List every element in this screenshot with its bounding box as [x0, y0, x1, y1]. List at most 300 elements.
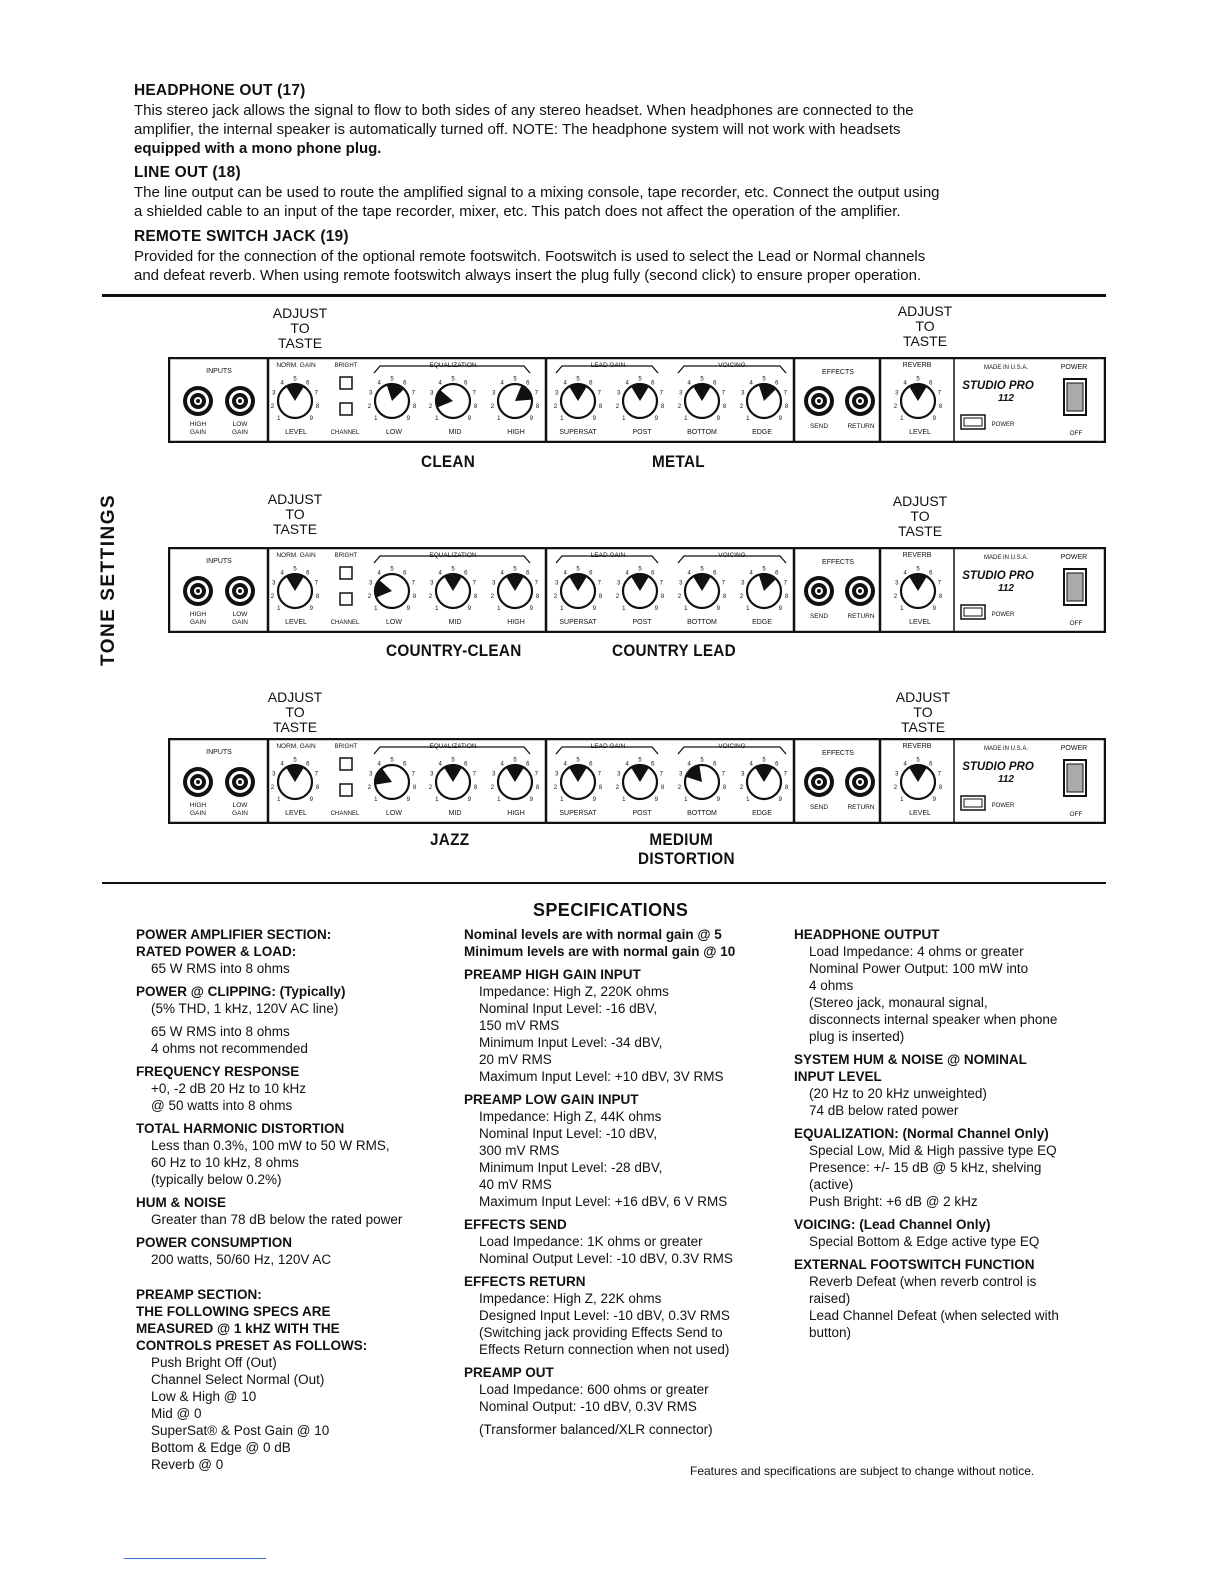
spec-line: Maximum Input Level: +10 dBV, 3V RMS [479, 1069, 724, 1084]
spec-line: (5% THD, 1 kHz, 120V AC line) [151, 1001, 339, 1016]
adjust-line: TO [915, 318, 935, 334]
knob-scale-digit: 8 [660, 403, 665, 410]
knob-scale-digit: 4 [438, 761, 442, 768]
knob-scale-digit: 3 [617, 580, 621, 587]
equalization-label: EQUALIZATION [429, 362, 477, 369]
knob-scale-digit: 8 [598, 403, 603, 410]
knob-scale-digit: 2 [739, 593, 744, 600]
spec-line: 150 mV RMS [479, 1018, 560, 1033]
adjust-line: TO [285, 704, 305, 720]
lead-gain-label: LEAD GAIN [590, 362, 626, 369]
knob-scale-digit: 9 [778, 605, 782, 612]
knob-scale-digit: 5 [576, 757, 580, 764]
equalization-label: EQUALIZATION [429, 552, 477, 559]
reverb-label: REVERB [902, 362, 932, 369]
spec-line: (typically below 0.2%) [151, 1172, 282, 1187]
amp-control-panel [168, 547, 1106, 633]
spec-line: Greater than 78 dB below the rated power [151, 1212, 403, 1227]
preset-label-right: METAL [652, 452, 705, 471]
knob-scale-digit: 7 [659, 390, 663, 397]
knob-scale-digit: 2 [677, 784, 682, 791]
spec-line: raised) [809, 1291, 851, 1306]
knob-scale-digit: 5 [513, 757, 517, 764]
knob-scale-digit: 4 [749, 761, 753, 768]
knob-scale-digit: 3 [430, 580, 434, 587]
knob-scale-digit: 4 [903, 380, 907, 387]
spec-heading: CONTROLS PRESET AS FOLLOWS: [136, 1338, 368, 1353]
spec-line: Nominal Input Level: -10 dBV, [479, 1126, 658, 1141]
spec-column-power [136, 926, 466, 1473]
knob-scale-digit: 1 [560, 796, 564, 803]
knob-scale-digit: 4 [280, 761, 284, 768]
knob-scale-digit: 5 [700, 376, 704, 383]
spec-heading: HEADPHONE OUTPUT [794, 927, 940, 942]
inputs-label: INPUTS [206, 749, 232, 756]
spec-heading: VOICING: (Lead Channel Only) [794, 1217, 991, 1232]
knob-scale-digit: 2 [428, 403, 433, 410]
spec-line: Presence: +/- 15 dB @ 5 kHz, shelving [809, 1160, 1042, 1175]
knob-scale-digit: 7 [597, 390, 601, 397]
spec-line: Impedance: High Z, 220K ohms [479, 984, 669, 999]
knob-scale-digit: 9 [529, 415, 533, 422]
knob-scale-digit: 7 [721, 390, 725, 397]
voicing-label: VOICING [718, 743, 746, 750]
low-gain-label: GAIN [232, 429, 248, 436]
knob-scale-digit: 6 [306, 380, 310, 387]
amp-control-panel [168, 357, 1106, 443]
knob-scale-digit: 6 [464, 761, 468, 768]
knob-scale-digit: 2 [615, 593, 620, 600]
knob-scale-digit: 8 [535, 593, 540, 600]
knob-scale-digit: 8 [784, 403, 789, 410]
spec-heading: TOTAL HARMONIC DISTORTION [136, 1121, 345, 1136]
knob-scale-digit: 9 [716, 415, 720, 422]
spec-line: Effects Return connection when not used) [479, 1342, 730, 1357]
channel-switch [340, 403, 352, 415]
spec-line: 40 mV RMS [479, 1177, 552, 1192]
adjust-line: ADJUST [892, 493, 948, 509]
adjust-to-taste-label [890, 304, 960, 349]
made-in-usa-label: MADE IN U.S.A. [983, 365, 1029, 371]
edge-label: EDGE [752, 810, 772, 817]
spec-line: button) [809, 1325, 852, 1340]
knob-scale-digit: 9 [406, 605, 410, 612]
spec-line: 65 W RMS into 8 ohms [151, 1024, 290, 1039]
spec-line: Nominal Power Output: 100 mW into [809, 961, 1029, 976]
spec-heading: Minimum levels are with normal gain @ 10 [464, 944, 736, 959]
footnote: Features and specifications are subject to change without notice. [690, 1464, 1035, 1478]
spec-heading: EFFECTS RETURN [464, 1274, 586, 1289]
spec-line: Load Impedance: 1K ohms or greater [479, 1234, 703, 1249]
spec-line: SuperSat® & Post Gain @ 10 [151, 1423, 330, 1438]
preset-label-left: JAZZ [430, 830, 470, 849]
knob-scale-digit: 4 [687, 380, 691, 387]
bottom-label: BOTTOM [687, 619, 717, 626]
adjust-line: TASTE [277, 335, 323, 351]
intro-block [134, 82, 1104, 158]
adjust-line: ADJUST [267, 491, 323, 507]
intro-line: amplifier, the internal speaker is automatically turned off. NOTE: The headphone system will not work with headsets [134, 121, 901, 138]
spec-line: (Transformer balanced/XLR connector) [479, 1422, 713, 1437]
knob-scale-digit: 5 [916, 376, 920, 383]
spec-line: Impedance: High Z, 44K ohms [479, 1109, 662, 1124]
low-gain-label: LOW [232, 802, 248, 809]
knob-scale-digit: 8 [598, 593, 603, 600]
adjust-line: TASTE [900, 719, 946, 735]
inputs-label: INPUTS [206, 368, 232, 375]
knob-scale-digit: 4 [377, 570, 381, 577]
knob-scale-digit: 4 [625, 570, 629, 577]
knob-scale-digit: 3 [369, 580, 373, 587]
edge-label: EDGE [752, 619, 772, 626]
mid-label: MID [448, 429, 462, 436]
knob-scale-digit: 5 [762, 376, 766, 383]
intro-heading: HEADPHONE OUT (17) [134, 82, 306, 99]
knob-scale-digit: 4 [280, 570, 284, 577]
spec-line: Lead Channel Defeat (when selected with [809, 1308, 1059, 1323]
spec-heading: EFFECTS SEND [464, 1217, 567, 1232]
high-gain-label: GAIN [190, 429, 206, 436]
knob-scale-digit: 2 [677, 593, 682, 600]
high-gain-label: HIGH [189, 802, 207, 809]
knob-scale-digit: 8 [660, 593, 665, 600]
knob-scale-digit: 4 [687, 761, 691, 768]
high-label: HIGH [507, 810, 525, 817]
post-label: POST [632, 810, 652, 817]
knob-scale-digit: 1 [684, 605, 688, 612]
knob-scale-digit: 2 [739, 784, 744, 791]
spec-line: Reverb @ 0 [151, 1457, 224, 1472]
knob-scale-digit: 1 [497, 415, 501, 422]
knob-scale-digit: 5 [762, 757, 766, 764]
knob-scale-digit: 2 [615, 784, 620, 791]
knob-scale-digit: 6 [929, 761, 933, 768]
knob-scale-digit: 1 [622, 605, 626, 612]
return-label: RETURN [847, 423, 875, 430]
spec-heading: THE FOLLOWING SPECS ARE [136, 1304, 331, 1319]
preset-label-right: COUNTRY LEAD [612, 641, 736, 660]
spec-line: 4 ohms not recommended [151, 1041, 308, 1056]
knob-scale-digit: 9 [716, 796, 720, 803]
knob-scale-digit: 5 [700, 566, 704, 573]
knob-scale-digit: 7 [597, 771, 601, 778]
spec-line: Push Bright Off (Out) [151, 1355, 277, 1370]
reverb-level-label: LEVEL [909, 429, 931, 436]
knob-scale-digit: 5 [451, 376, 455, 383]
knob-scale-digit: 3 [272, 580, 276, 587]
knob-scale-digit: 3 [492, 580, 496, 587]
spec-line: 74 dB below rated power [809, 1103, 959, 1118]
adjust-line: ADJUST [272, 305, 328, 321]
spec-line: Low & High @ 10 [151, 1389, 257, 1404]
adjust-to-taste-label [260, 492, 330, 537]
knob-scale-digit: 7 [472, 580, 476, 587]
knob-scale-digit: 8 [598, 784, 603, 791]
low-gain-label: LOW [232, 421, 248, 428]
knob-scale-digit: 2 [553, 784, 558, 791]
knob-scale-digit: 8 [412, 593, 417, 600]
top-divider [102, 294, 1106, 297]
knob-scale-digit: 3 [895, 771, 899, 778]
norm-gain-label: NORM. GAIN [276, 743, 316, 750]
spec-heading: POWER CONSUMPTION [136, 1235, 293, 1250]
off-label: OFF [1069, 620, 1083, 627]
knob-scale-digit: 2 [490, 784, 495, 791]
knob-scale-digit: 7 [783, 771, 787, 778]
knob-scale-digit: 9 [467, 796, 471, 803]
reverb-level-label: LEVEL [909, 619, 931, 626]
bottom-divider [102, 882, 1106, 884]
specifications-title: SPECIFICATIONS [533, 900, 689, 920]
knob-scale-digit: 1 [684, 796, 688, 803]
spec-line: (Switching jack providing Effects Send to [479, 1325, 723, 1340]
channel-label: CHANNEL [330, 811, 360, 817]
knob-scale-digit: 3 [492, 390, 496, 397]
knob-scale-digit: 5 [638, 376, 642, 383]
knob-scale-digit: 2 [270, 593, 275, 600]
spec-line: Load Impedance: 600 ohms or greater [479, 1382, 709, 1397]
knob-scale-digit: 6 [589, 761, 593, 768]
low-label: LOW [386, 619, 402, 626]
spec-line: Load Impedance: 4 ohms or greater [809, 944, 1024, 959]
effects-label: EFFECTS [822, 750, 854, 757]
return-label: RETURN [847, 804, 875, 811]
knob-scale-digit: 7 [411, 390, 415, 397]
knob-scale-digit: 6 [526, 380, 530, 387]
knob-scale-digit: 1 [622, 796, 626, 803]
knob-scale-digit: 2 [367, 593, 372, 600]
intro-line: Provided for the connection of the optional remote footswitch. Footswitch is used to select the Lead or Normal channels [134, 248, 926, 265]
spec-line: 200 watts, 50/60 Hz, 120V AC [151, 1252, 332, 1267]
knob-scale-digit: 8 [660, 784, 665, 791]
brand-logo: STUDIO PRO [962, 570, 1034, 582]
equalization-label: EQUALIZATION [429, 743, 477, 750]
knob-scale-digit: 5 [576, 376, 580, 383]
knob-scale-digit: 9 [529, 796, 533, 803]
spec-column-outputs [794, 926, 1114, 1341]
knob-scale-digit: 1 [435, 796, 439, 803]
knob-scale-digit: 4 [625, 380, 629, 387]
knob-scale-digit: 5 [451, 757, 455, 764]
spec-line: Bottom & Edge @ 0 dB [151, 1440, 291, 1455]
knob-scale-digit: 3 [679, 390, 683, 397]
lead-gain-label: LEAD GAIN [590, 743, 626, 750]
spec-line: Push Bright: +6 dB @ 2 kHz [809, 1194, 978, 1209]
spec-heading: EXTERNAL FOOTSWITCH FUNCTION [794, 1257, 1035, 1272]
knob-scale-digit: 5 [916, 757, 920, 764]
send-label: SEND [809, 613, 829, 620]
knob-scale-digit: 3 [492, 771, 496, 778]
knob-scale-digit: 1 [900, 415, 904, 422]
spec-line: 4 ohms [809, 978, 854, 993]
knob-scale-digit: 7 [721, 580, 725, 587]
knob-scale-digit: 5 [513, 376, 517, 383]
high-gain-label: HIGH [189, 421, 207, 428]
knob-scale-digit: 9 [467, 415, 471, 422]
intro-line: This stereo jack allows the signal to flow to both sides of any stereo headset. When headphones are connected to the [134, 102, 914, 119]
knob-scale-digit: 7 [783, 580, 787, 587]
effects-label: EFFECTS [822, 559, 854, 566]
knob-scale-digit: 8 [784, 784, 789, 791]
knob-scale-digit: 6 [651, 570, 655, 577]
knob-scale-digit: 9 [716, 605, 720, 612]
low-gain-label: GAIN [232, 810, 248, 817]
knob-scale-digit: 4 [438, 570, 442, 577]
knob-scale-digit: 3 [617, 390, 621, 397]
spec-heading: EQUALIZATION: (Normal Channel Only) [794, 1126, 1049, 1141]
knob-scale-digit: 6 [775, 761, 779, 768]
model-logo: 112 [998, 774, 1014, 785]
knob-scale-digit: 7 [472, 390, 476, 397]
spec-line: Minimum Input Level: -34 dBV, [479, 1035, 663, 1050]
knob-scale-digit: 1 [746, 796, 750, 803]
knob-scale-digit: 8 [722, 784, 727, 791]
knob-scale-digit: 6 [651, 380, 655, 387]
knob-scale-digit: 4 [438, 380, 442, 387]
spec-line: Nominal Output: -10 dBV, 0.3V RMS [479, 1399, 697, 1414]
knob-scale-digit: 7 [314, 771, 318, 778]
supersat-label: SUPERSAT [559, 810, 597, 817]
spec-heading: PREAMP LOW GAIN INPUT [464, 1092, 639, 1107]
knob-scale-digit: 1 [746, 415, 750, 422]
adjust-to-taste-label [885, 494, 955, 539]
bottom-label: BOTTOM [687, 429, 717, 436]
spec-heading: POWER @ CLIPPING: (Typically) [136, 984, 346, 999]
lead-gain-label: LEAD GAIN [590, 552, 626, 559]
knob-scale-digit: 2 [428, 784, 433, 791]
spec-line: Maximum Input Level: +16 dBV, 6 V RMS [479, 1194, 728, 1209]
knob-scale-digit: 3 [555, 771, 559, 778]
knob-scale-digit: 4 [563, 761, 567, 768]
spec-heading: PREAMP OUT [464, 1365, 554, 1380]
knob-scale-digit: 5 [638, 757, 642, 764]
knob-scale-digit: 2 [893, 784, 898, 791]
high-gain-label: GAIN [190, 619, 206, 626]
knob-scale-digit: 4 [749, 570, 753, 577]
adjust-line: TASTE [902, 333, 948, 349]
knob-scale-digit: 1 [374, 415, 378, 422]
knob-scale-digit: 1 [277, 605, 281, 612]
knob-scale-digit: 3 [895, 580, 899, 587]
knob-scale-digit: 9 [309, 796, 313, 803]
power-label: POWER [1060, 364, 1088, 371]
intro-heading: REMOTE SWITCH JACK (19) [134, 228, 349, 245]
knob-scale-digit: 1 [277, 415, 281, 422]
high-label: HIGH [507, 619, 525, 626]
knob-scale-digit: 5 [390, 376, 394, 383]
post-label: POST [632, 429, 652, 436]
knob-scale-digit: 6 [775, 380, 779, 387]
knob-scale-digit: 6 [403, 380, 407, 387]
knob-scale-digit: 6 [713, 761, 717, 768]
intro-line: a shielded cable to an input of the tape recorder, mixer, etc. This patch does not affect the operation of the amplifier. [134, 203, 901, 220]
norm-gain-label: NORM. GAIN [276, 552, 316, 559]
knob-scale-digit: 9 [932, 415, 936, 422]
mid-label: MID [448, 810, 462, 817]
knob-scale-digit: 5 [762, 566, 766, 573]
preset-label-left: COUNTRY-CLEAN [386, 641, 522, 660]
knob-scale-digit: 4 [563, 380, 567, 387]
knob-scale-digit: 8 [938, 784, 943, 791]
adjust-to-taste-label [265, 306, 335, 351]
spec-line: disconnects internal speaker when phone [809, 1012, 1058, 1027]
send-label: SEND [809, 804, 829, 811]
adjust-line: TO [285, 506, 305, 522]
knob-scale-digit: 2 [270, 784, 275, 791]
made-in-usa-label: MADE IN U.S.A. [983, 746, 1029, 752]
knob-scale-digit: 8 [412, 403, 417, 410]
knob-scale-digit: 4 [500, 570, 504, 577]
knob-scale-digit: 9 [592, 796, 596, 803]
knob-scale-digit: 9 [932, 605, 936, 612]
knob-scale-digit: 5 [916, 566, 920, 573]
spec-line: @ 50 watts into 8 ohms [151, 1098, 293, 1113]
spec-heading: MEASURED @ 1 kHZ WITH THE [136, 1321, 340, 1336]
spec-heading: SYSTEM HUM & NOISE @ NOMINAL [794, 1052, 1027, 1067]
knob-scale-digit: 8 [473, 784, 478, 791]
brand-logo: STUDIO PRO [962, 380, 1034, 392]
spec-line: Designed Input Level: -10 dBV, 0.3V RMS [479, 1308, 730, 1323]
knob-scale-digit: 9 [309, 605, 313, 612]
spec-heading: PREAMP SECTION: [136, 1287, 262, 1302]
knob-scale-digit: 1 [622, 415, 626, 422]
knob-scale-digit: 3 [555, 390, 559, 397]
knob-scale-digit: 4 [903, 570, 907, 577]
knob-scale-digit: 7 [534, 390, 538, 397]
spec-heading: FREQUENCY RESPONSE [136, 1064, 300, 1079]
bright-label: BRIGHT [334, 553, 358, 559]
knob-scale-digit: 3 [741, 771, 745, 778]
knob-scale-digit: 1 [497, 796, 501, 803]
knob-scale-digit: 1 [746, 605, 750, 612]
knob-scale-digit: 5 [390, 566, 394, 573]
spec-line: (active) [809, 1177, 854, 1192]
knob-scale-digit: 4 [500, 761, 504, 768]
knob-scale-digit: 1 [560, 415, 564, 422]
knob-scale-digit: 6 [403, 570, 407, 577]
spec-line: 300 mV RMS [479, 1143, 560, 1158]
adjust-line: TO [913, 704, 933, 720]
voicing-label: VOICING [718, 552, 746, 559]
return-label: RETURN [847, 613, 875, 620]
adjust-line: TASTE [272, 719, 318, 735]
knob-scale-digit: 2 [893, 593, 898, 600]
knob-scale-digit: 4 [377, 761, 381, 768]
knob-scale-digit: 4 [749, 380, 753, 387]
level-label: LEVEL [285, 429, 307, 436]
bright-switch [340, 567, 352, 579]
knob-scale-digit: 6 [589, 380, 593, 387]
tone-settings-label: TONE SETTINGS [98, 493, 119, 666]
knob-scale-digit: 6 [713, 570, 717, 577]
knob-scale-digit: 6 [651, 761, 655, 768]
spec-line: Special Bottom & Edge active type EQ [809, 1234, 1040, 1249]
level-label: LEVEL [285, 619, 307, 626]
blue-underline [124, 1558, 266, 1559]
spec-heading: PREAMP HIGH GAIN INPUT [464, 967, 641, 982]
knob-scale-digit: 4 [903, 761, 907, 768]
high-gain-label: HIGH [189, 611, 207, 618]
knob-scale-digit: 2 [490, 403, 495, 410]
send-label: SEND [809, 423, 829, 430]
knob-scale-digit: 6 [929, 570, 933, 577]
knob-scale-digit: 1 [900, 796, 904, 803]
spec-line: Special Low, Mid & High passive type EQ [809, 1143, 1057, 1158]
reverb-label: REVERB [902, 552, 932, 559]
low-gain-label: LOW [232, 611, 248, 618]
adjust-line: TASTE [897, 523, 943, 539]
off-label: OFF [1069, 811, 1083, 818]
